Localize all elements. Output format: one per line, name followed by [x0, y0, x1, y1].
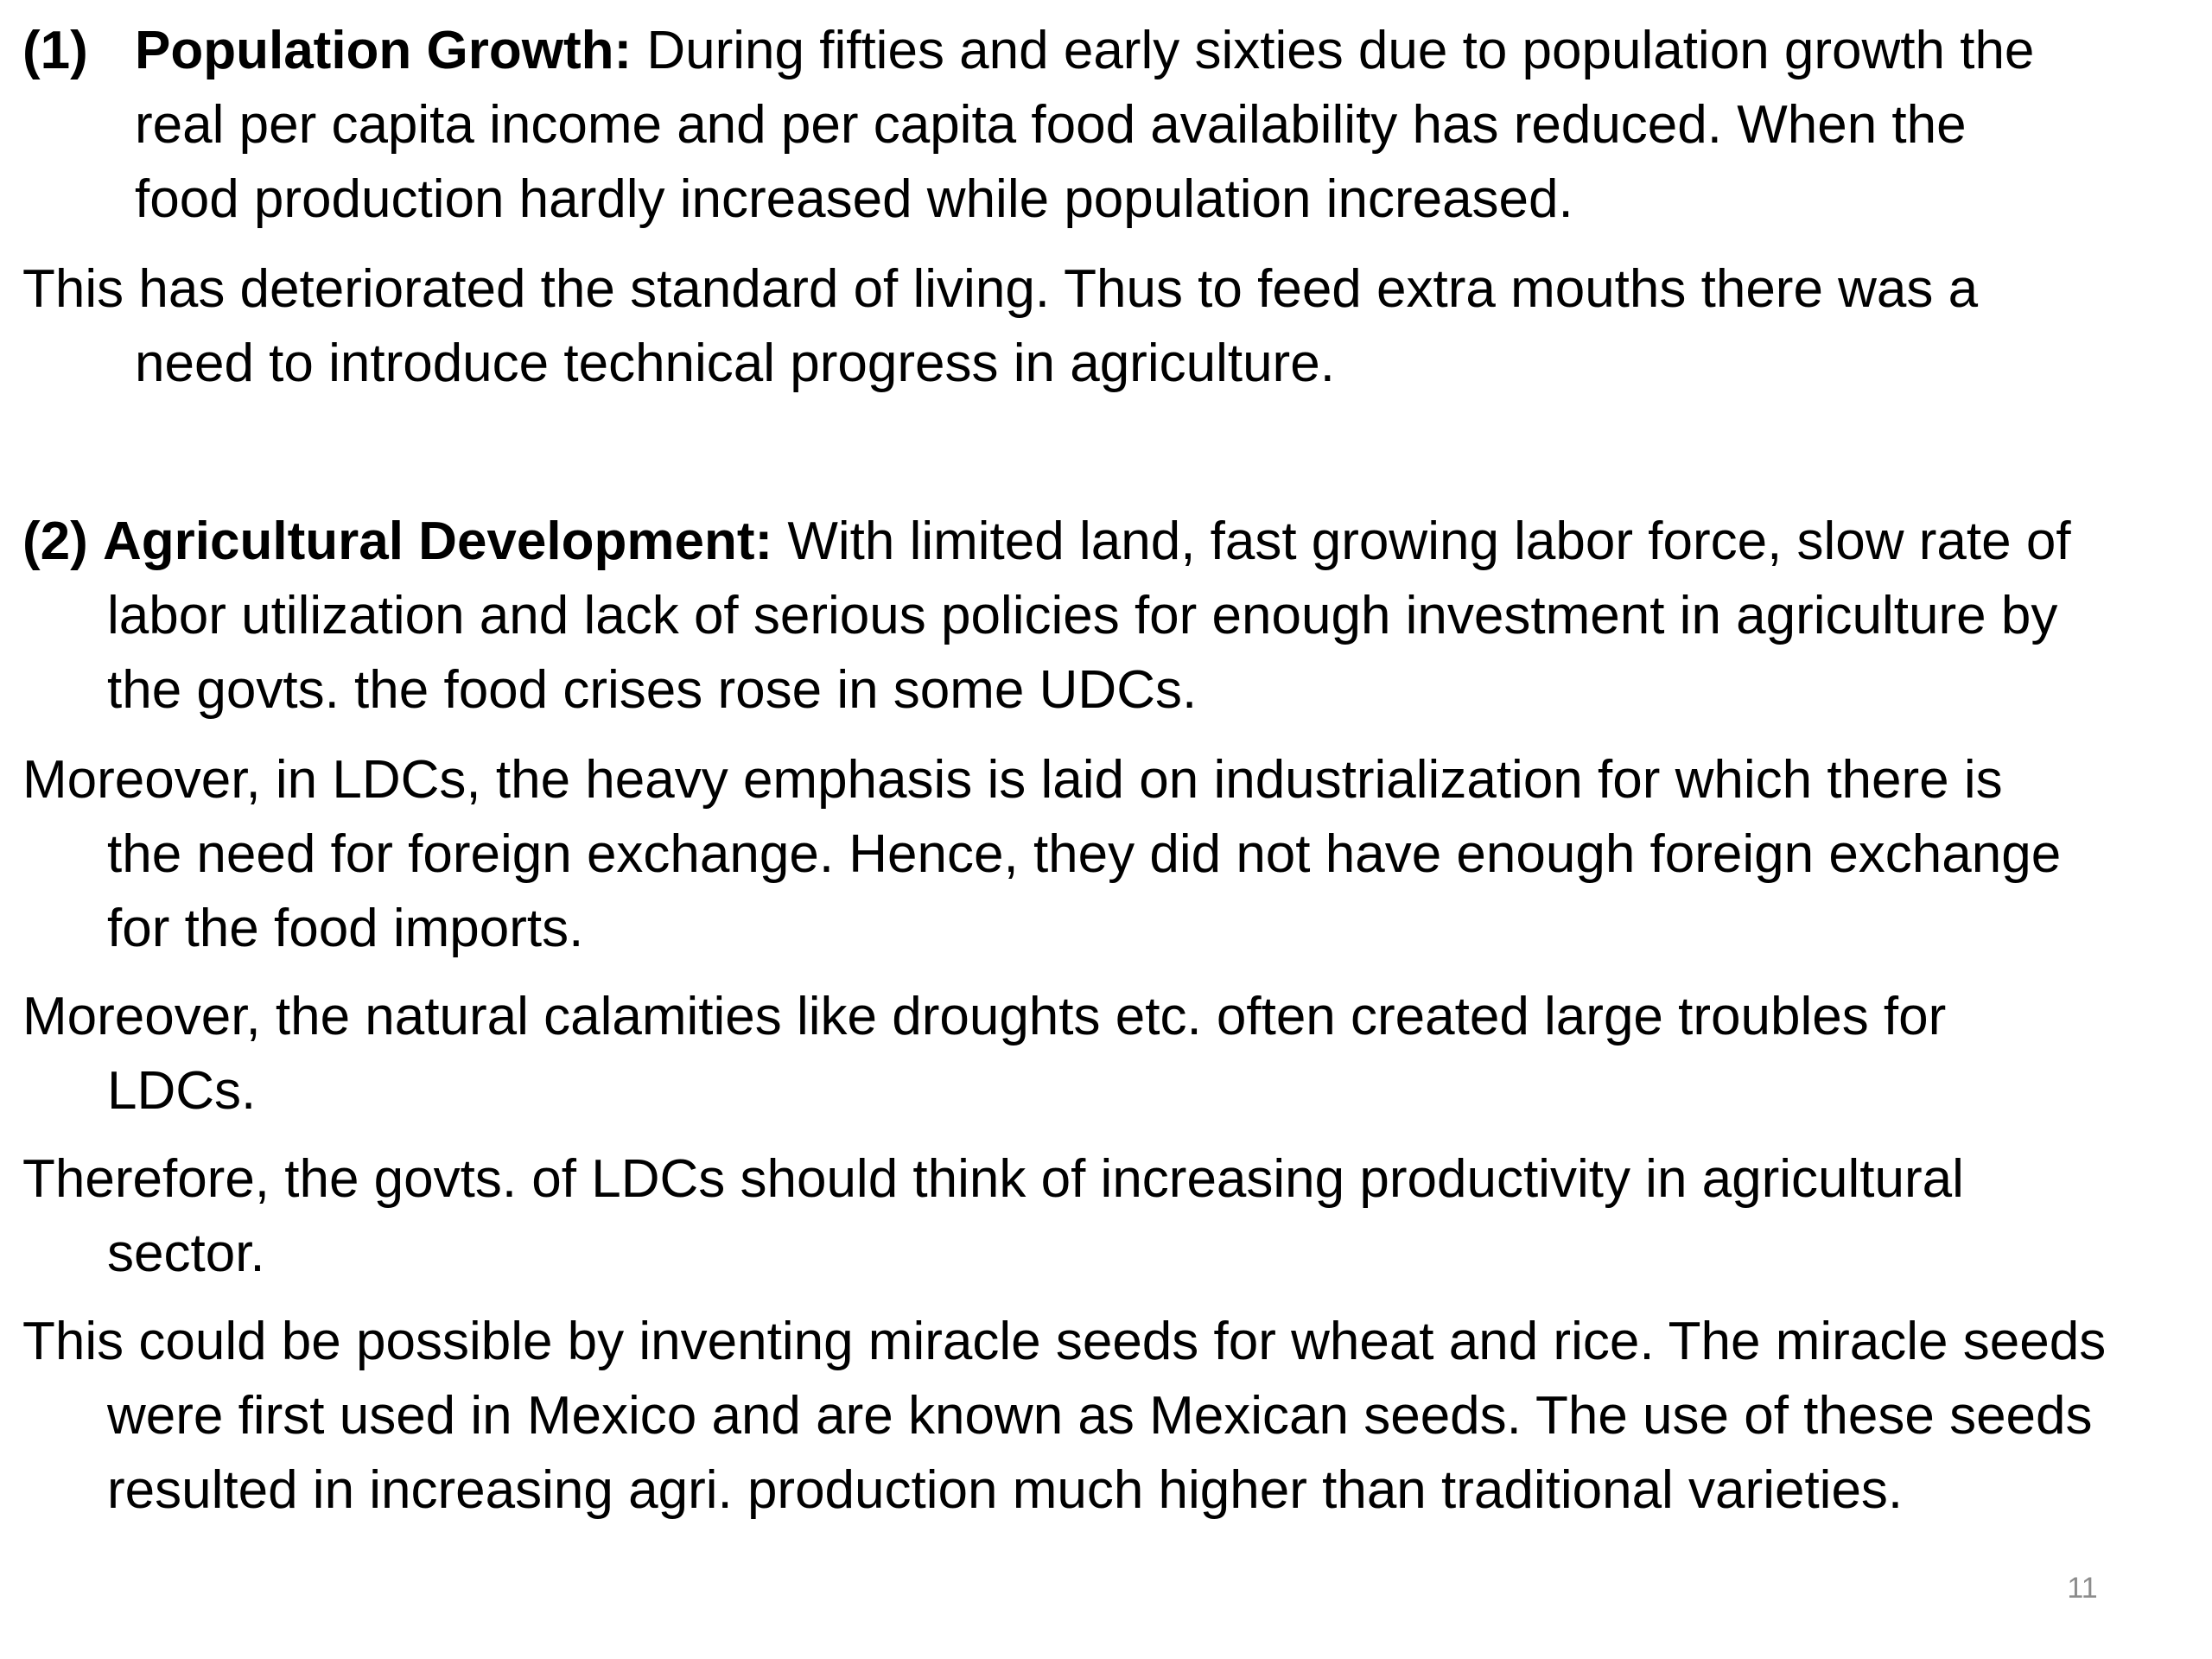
- paragraph-line: This could be possible by inventing miracle seeds for wheat and rice. The miracle seeds: [22, 1312, 2107, 1371]
- paragraph-line: the need for foreign exchange. Hence, they did not have enough foreign exchange: [107, 824, 2062, 884]
- paragraph-line: LDCs.: [107, 1061, 257, 1121]
- paragraph-line: for the food imports.: [107, 899, 584, 958]
- paragraph-line: Moreover, the natural calamities like droughts etc. often created large troubles for: [22, 987, 1947, 1046]
- section-2-paragraph: [22, 505, 2209, 728]
- section-1-paragraph-2: [22, 252, 2209, 401]
- paragraph-foreign-exchange: [22, 743, 2209, 966]
- section-2-text-line: the govts. the food crises rose in some UDCs.: [107, 660, 1198, 720]
- paragraph-productivity: [22, 1142, 2209, 1291]
- section-2-text-line: labor utilization and lack of serious policies for enough investment in agriculture by: [107, 586, 2058, 645]
- section-1-line-1: [22, 14, 2209, 88]
- paragraph-line: This has deteriorated the standard of living. Thus to feed extra mouths there was a: [22, 259, 1979, 319]
- section-1-number: (1): [22, 21, 88, 80]
- paragraph-natural-calamities: [22, 980, 2209, 1128]
- paragraph-line: Therefore, the govts. of LDCs should think of increasing productivity in agricultural: [22, 1149, 1964, 1209]
- section-1-text-line: food production hardly increased while population increased.: [135, 169, 1573, 229]
- paragraph-line: Moreover, in LDCs, the heavy emphasis is laid on industrialization for which there is: [22, 750, 2003, 810]
- section-1-paragraph: [22, 14, 2209, 237]
- page-number: 11: [2067, 1572, 2098, 1605]
- paragraph-line: need to introduce technical progress in agriculture.: [135, 334, 1335, 393]
- paragraph-line: resulted in increasing agri. production much higher than traditional varieties.: [107, 1460, 1904, 1520]
- section-1-text-line: real per capita income and per capita food availability has reduced. When the: [135, 95, 1967, 155]
- paragraph-line: sector.: [107, 1224, 265, 1283]
- paragraph-miracle-seeds: [22, 1305, 2209, 1528]
- section-2-heading: Agricultural Development:: [103, 512, 773, 571]
- section-2-text-line: With limited land, fast growing labor force, slow rate of: [772, 512, 2071, 571]
- section-1-text-line: During fifties and early sixties due to population growth the: [632, 21, 2035, 80]
- section-2-number: (2): [22, 512, 88, 571]
- paragraph-line: were first used in Mexico and are known as Mexican seeds. The use of these seeds: [107, 1386, 2093, 1446]
- section-1-heading: Population Growth:: [135, 21, 632, 80]
- section-2-line-1: [22, 505, 2209, 579]
